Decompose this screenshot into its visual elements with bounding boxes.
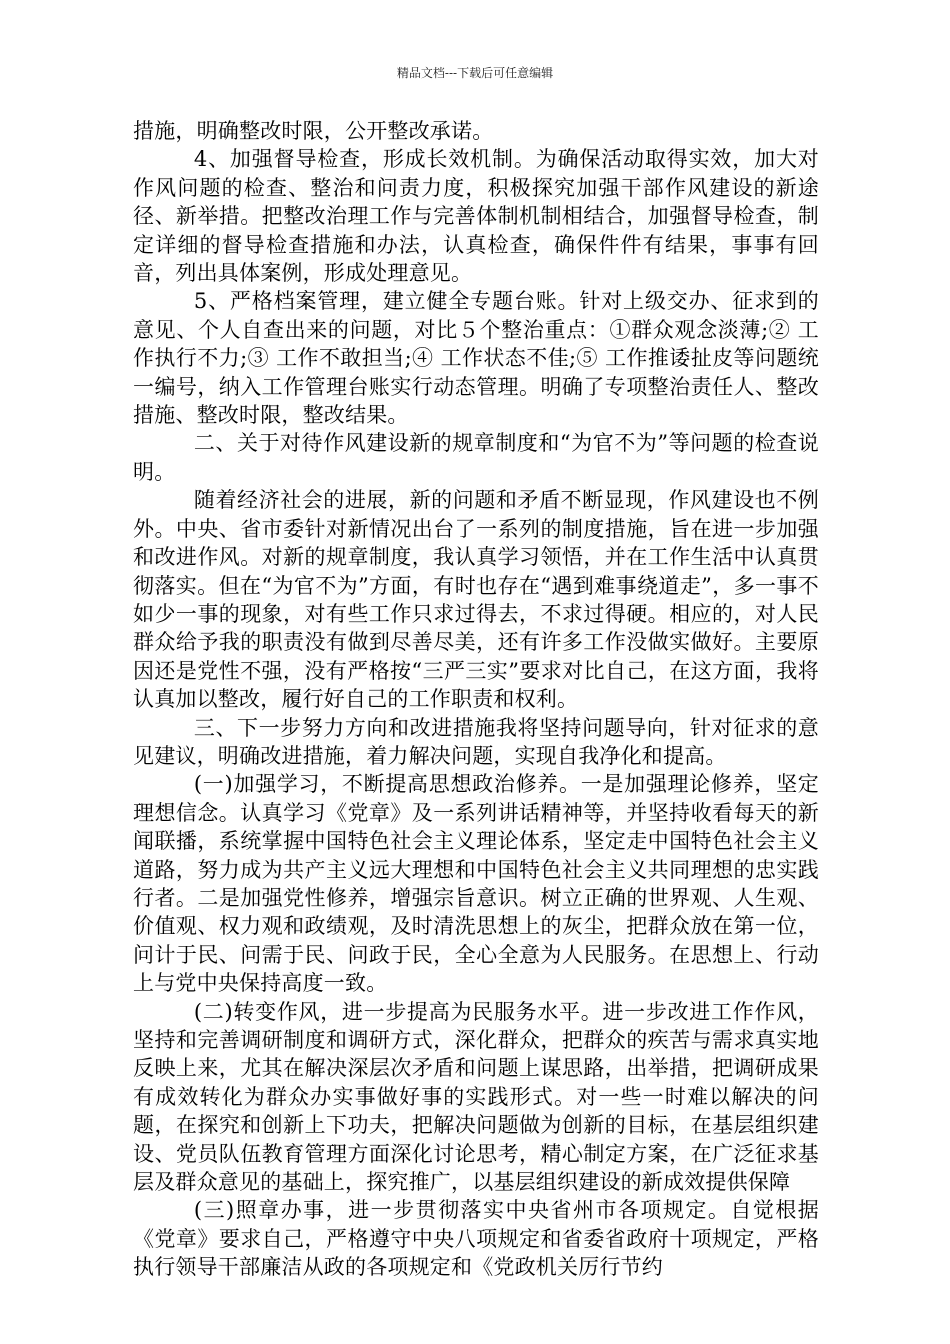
paragraph-item-5: 5、严格档案管理，建立健全专题台账。针对上级交办、征求到的意见、个人自查出来的问题，对比５个整治重点：①群众观念淡薄;② 工作执行不力;③ 工作不敢担当;④ 工作状态不佳;⑤ 工作推诿扯皮等问题统一编号，纳入工作管理台账实行动态管理。明确了专项整治责任人、整改措施、整改时限，整改结果。 xyxy=(133,289,819,428)
paragraph-section-2-body: 随着经济社会的进展，新的问题和矛盾不断显现，作风建设也不例外。中央、省市委针对新情况出台了一系列的制度措施，旨在进一步加强和改进作风。对新的规章制度，我认真学习领悟，并在工作生活中认真贯彻落实。但在“为官不为”方面，有时也存在“遇到难事绕道走”，多一事不如少一事的现象，对有些工作只求过得去，不求过得硬。相应的，对人民群众给予我的职责没有做到尽善尽美，还有许多工作没做实做好。主要原因还是党性不强，没有严格按“三严三实”要求对比自己，在这方面，我将认真加以整改，履行好自己的工作职责和权利。 xyxy=(133,488,819,712)
section-heading-2: 二、关于对待作风建设新的规章制度和“为官不为”等问题的检查说明。 xyxy=(133,431,819,484)
paragraph-subsection-1: (一)加强学习，不断提高思想政治修养。一是加强理论修养，坚定理想信念。认真学习《党章》及一系列讲话精神等，并坚持收看每天的新闻联播，系统掌握中国特色社会主义理论体系，坚定走中国特色社会主义道路，努力成为共产主义远大理想和中国特色社会主义共同理想的忠实践行者。二是加强党性修养，增强宗旨意识。树立正确的世界观、人生观、价值观、权力观和政绩观，及时清洗思想上的灰尘，把群众放在第一位，问计于民、问需于民、问政于民，全心全意为人民服务。在思想上、行动上与党中央保持高度一致。 xyxy=(133,772,819,996)
paragraph-subsection-2: (二)转变作风，进一步提高为民服务水平。进一步改进工作作风，坚持和完善调研制度和调研方式，深化群众，把群众的疾苦与需求真实地反映上来，尤其在解决深层次矛盾和问题上谋思路，出举措，把调研成果有成效转化为群众办实事做好事的实践形式。对一些一时难以解决的问题，在探究和创新上下功夫，把解决问题做为创新的目标，在基层组织建设、党员队伍教育管理方面深化讨论思考，精心制定方案，在广泛征求基层及群众意见的基础上，探究推广，以基层组织建设的新成效提供保障 xyxy=(133,999,819,1195)
section-heading-3: 三、下一步努力方向和改进措施我将坚持问题导向，针对征求的意见建议，明确改进措施，着力解决问题，实现自我净化和提高。 xyxy=(133,715,819,768)
paragraph-subsection-3: (三)照章办事，进一步贯彻落实中央省州市各项规定。自觉根据《党章》要求自己，严格遵守中央八项规定和省委省政府十项规定，严格执行领导干部廉洁从政的各项规定和《党政机关厉行节约 xyxy=(133,1198,819,1280)
document-body xyxy=(133,117,819,1282)
page-header: 精品文档---下载后可任意编辑 xyxy=(396,66,554,80)
paragraph-item-4: 4、加强督导检查，形成长效机制。为确保活动取得实效，加大对作风问题的检查、整治和问责力度，积极探究加强干部作风建设的新途径、新举措。把整改治理工作与完善体制机制相结合，加强督导检查，制定详细的督导检查措施和办法，认真检查，确保件件有结果，事事有回音，列出具体案例，形成处理意见。 xyxy=(133,147,819,286)
paragraph-continuation: 措施，明确整改时限，公开整改承诺。 xyxy=(133,119,494,143)
